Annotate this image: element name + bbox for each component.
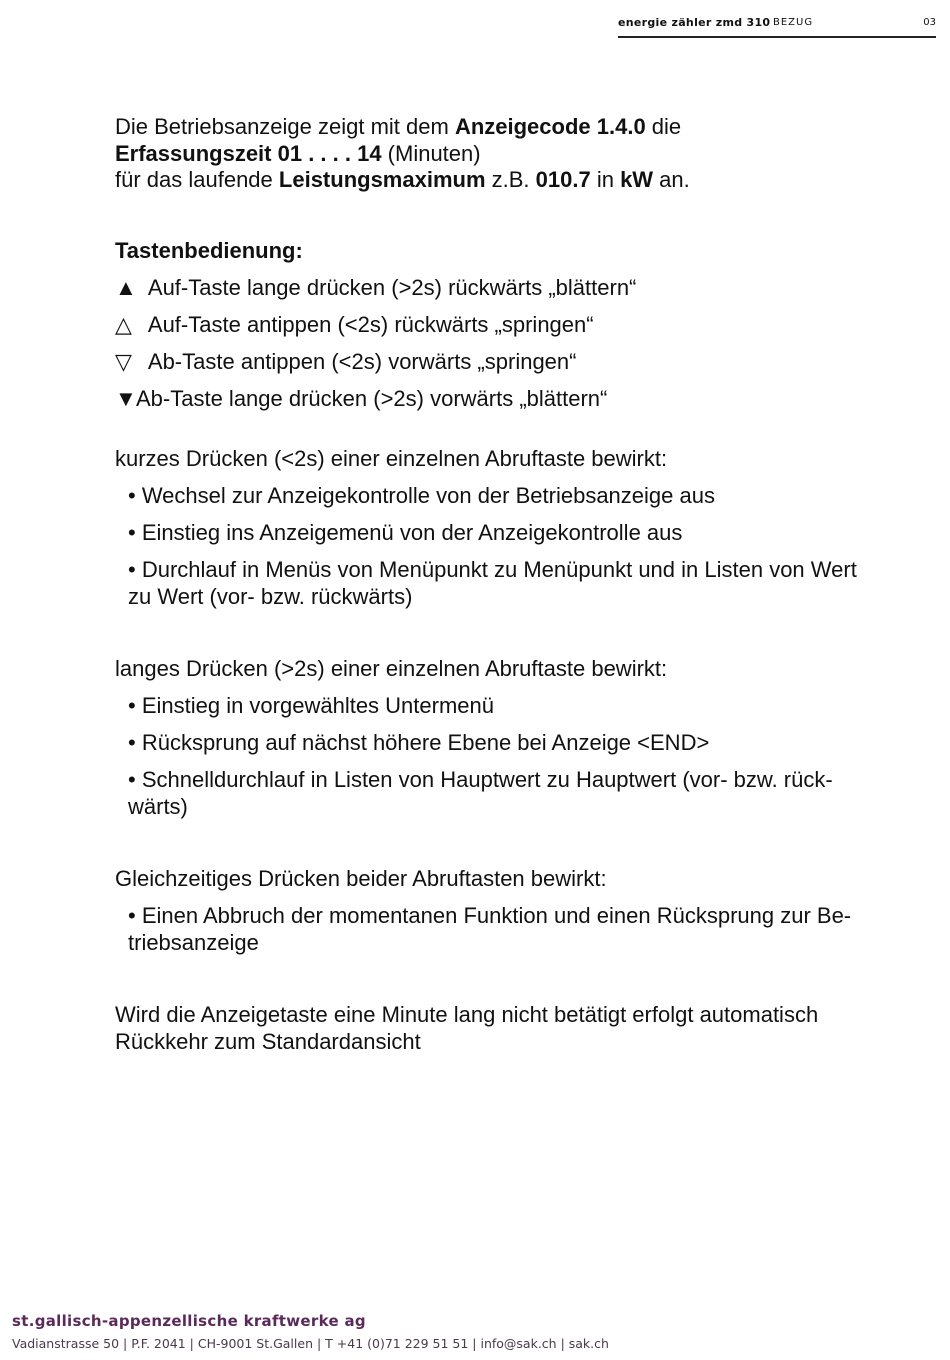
list-item: • Durchlauf in Menüs von Menüpunkt zu Menüpunkt und in Listen von Wert zu Wert (vor- bzw. rückwärts)	[128, 557, 857, 609]
page-header	[618, 14, 936, 38]
outline-up-triangle-icon: △	[115, 311, 132, 337]
intro-line-3	[115, 167, 905, 194]
key-line-text: Auf-Taste antippen (<2s) rückwärts „springen“	[143, 311, 594, 337]
intro-paragraph	[115, 114, 905, 194]
list-item: • Einstieg in vorgewähltes Untermenü	[128, 693, 494, 718]
list-item: • Rücksprung auf nächst höhere Ebene bei Anzeige <END>	[128, 730, 710, 755]
key-line-up-long	[115, 275, 905, 302]
intro-line-2	[115, 141, 905, 168]
example-value: 010.7	[535, 167, 591, 192]
closing-paragraph: Wird die Anzeigetaste eine Minute lang nicht betätigt erfolgt automatisch Rückkehr zum Standardansicht	[115, 1002, 819, 1054]
long-press-section	[115, 656, 905, 820]
list-item: • Einstieg ins Anzeigemenü von der Anzeigekontrolle aus	[128, 520, 683, 545]
unit-label: kW	[620, 167, 654, 192]
filled-down-triangle-icon: ▼	[115, 385, 137, 411]
key-line-down-short	[115, 349, 905, 376]
intro-text: die	[645, 114, 682, 139]
intro-text: für das laufende	[115, 167, 279, 192]
list-item: • Wechsel zur Anzeigekontrolle von der Betriebsanzeige aus	[128, 483, 715, 508]
key-line-text: Auf-Taste lange drücken (>2s) rückwärts „blättern“	[143, 274, 637, 300]
outline-down-triangle-icon: ▽	[115, 348, 132, 374]
list-item: • Einen Abbruch der momentanen Funktion und einen Rücksprung zur Be-triebsanzeige	[128, 903, 852, 955]
capture-time: Erfassungszeit 01 . . . . 14	[115, 140, 382, 166]
document-title: energie zähler zmd 310	[618, 16, 771, 29]
intro-text: in	[590, 167, 621, 192]
intro-text: (Minuten)	[381, 140, 481, 166]
company-address: Vadianstrasse 50 | P.F. 2041 | CH-9001 St.Gallen | T +41 (0)71 229 51 51 | info@sak.ch | sak.ch	[12, 1336, 609, 1351]
short-press-intro: kurzes Drücken (<2s) einer einzelnen Abruftaste bewirkt:	[115, 446, 668, 471]
key-line-text: Ab-Taste lange drücken (>2s) vorwärts „blättern“	[136, 385, 608, 411]
key-operation-section	[115, 238, 905, 413]
page-number: 03	[923, 17, 936, 28]
page-content	[115, 114, 905, 1055]
intro-text: Die Betriebsanzeige zeigt mit dem	[115, 114, 455, 139]
company-name: st.gallisch-appenzellische kraftwerke ag	[12, 1312, 366, 1330]
key-line-text: Ab-Taste antippen (<2s) vorwärts „springen“	[143, 348, 577, 374]
display-code: Anzeigecode 1.4.0	[454, 114, 646, 139]
long-press-intro: langes Drücken (>2s) einer einzelnen Abruftaste bewirkt:	[115, 656, 668, 681]
section-label: BEZUG	[773, 17, 814, 28]
simultaneous-press-section	[115, 866, 905, 956]
short-press-section	[115, 446, 905, 610]
intro-line-1	[115, 114, 905, 141]
max-power-label: Leistungsmaximum	[278, 167, 486, 192]
key-line-down-long	[115, 386, 905, 413]
intro-text: an.	[653, 167, 690, 192]
key-line-up-short	[115, 312, 905, 339]
filled-up-triangle-icon: ▲	[115, 274, 137, 300]
key-operation-heading: Tastenbedienung:	[115, 237, 303, 263]
intro-text: z.B.	[485, 167, 536, 192]
simultaneous-press-intro: Gleichzeitiges Drücken beider Abruftasten bewirkt:	[115, 866, 607, 891]
list-item: • Schnelldurchlauf in Listen von Hauptwert zu Hauptwert (vor- bzw. rück-wärts)	[128, 767, 833, 819]
